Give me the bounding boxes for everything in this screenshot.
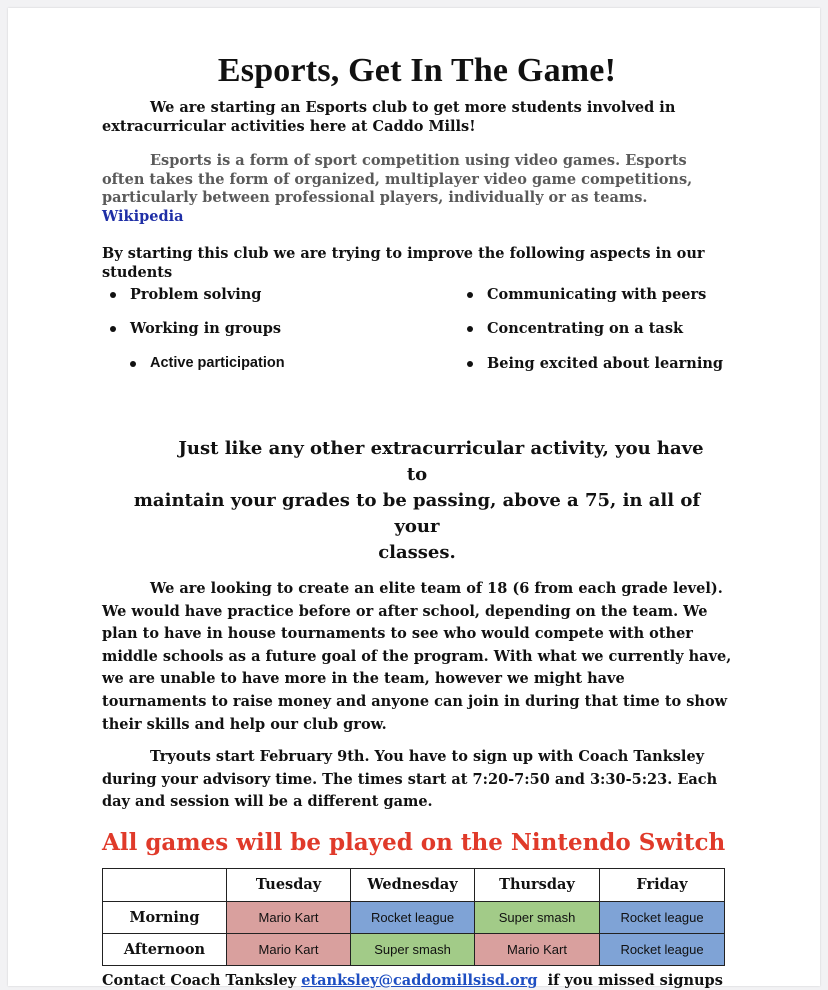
list-item-label: Problem solving [130,286,262,303]
definition-text: Esports is a form of sport competition using video games. Esports often takes the form of organized, multiplayer video game competitions, particularly between professional players, individually or as teams. [102,152,693,206]
column-header: Thursday [475,868,600,901]
list-item-label: Working in groups [130,320,282,337]
page-title: Esports, Get In The Game! [217,52,617,89]
bullet-icon [467,361,473,367]
tryouts-paragraph: Tryouts start February 9th. You have to sign up with Coach Tanksley during your advisory time. The times start at 7:20-7:50 and 3:30-5:23. Each day and session will be a different game. [102,748,718,811]
column-header: Wednesday [351,868,475,901]
aspects-list [102,282,732,388]
bullet-icon [467,326,473,332]
list-item-label: Being excited about learning [487,355,724,372]
table-cell: Super smash [475,901,600,933]
list-item-label: Communicating with peers [487,286,707,303]
grades-line: Just like any other extracurricular activity, you have to [178,438,704,485]
column-header: Tuesday [227,868,351,901]
list-item [130,285,261,304]
table-cell: Rocket league [600,901,725,933]
list-item [487,354,723,373]
grades-notice [102,436,732,566]
column-header: Friday [600,868,725,901]
table-row [103,933,725,965]
bullet-icon [130,361,136,367]
row-header: Afternoon [103,933,227,965]
list-item [487,285,706,304]
table-row [103,901,725,933]
team-paragraph: We are looking to create an elite team of 18 (6 from each grade level). We would have practice before or after school, depending on the team. We plan to have in house tournaments to see who would compete with other middle schools as a future goal of the program. With what we currently have, we are unable to have more in the team, however we might have tournaments to raise money and anyone can join in during that time to show their skills and help our club grow. [102,580,732,733]
email-link[interactable]: etanksley@caddomillsisd.org [301,971,538,989]
nintendo-switch-notice: All games will be played on the Nintendo Switch [102,828,726,856]
list-item [130,319,281,338]
contact-prefix: Contact Coach Tanksley [102,971,297,989]
bullet-icon [110,292,116,298]
intro-paragraph: We are starting an Esports club to get more students involved in extracurricular activities here at Caddo Mills! [102,99,676,135]
table-header-row [103,868,725,901]
bullet-icon [110,326,116,332]
wikipedia-link[interactable]: Wikipedia [102,207,184,225]
table-cell: Super smash [351,933,475,965]
list-item [150,354,285,373]
table-corner-cell [103,868,227,901]
grades-line: classes. [378,542,456,563]
table-cell: Rocket league [600,933,725,965]
list-item [487,319,683,338]
table-cell: Rocket league [351,901,475,933]
contact-line [102,971,732,990]
bullet-icon [467,292,473,298]
document-page [8,8,820,989]
flyer-content [102,48,732,990]
table-cell: Mario Kart [227,901,351,933]
contact-suffix: if you missed signups [547,971,723,989]
row-header: Morning [103,901,227,933]
aspects-intro: By starting this club we are trying to improve the following aspects in our students [102,245,705,281]
table-cell: Mario Kart [227,933,351,965]
grades-line: maintain your grades to be passing, above a 75, in all of your [133,490,701,537]
definition-paragraph [102,152,732,226]
schedule-table [102,868,725,966]
list-item-label: Concentrating on a task [487,320,684,337]
list-item-label: Active participation [150,355,285,371]
table-cell: Mario Kart [475,933,600,965]
